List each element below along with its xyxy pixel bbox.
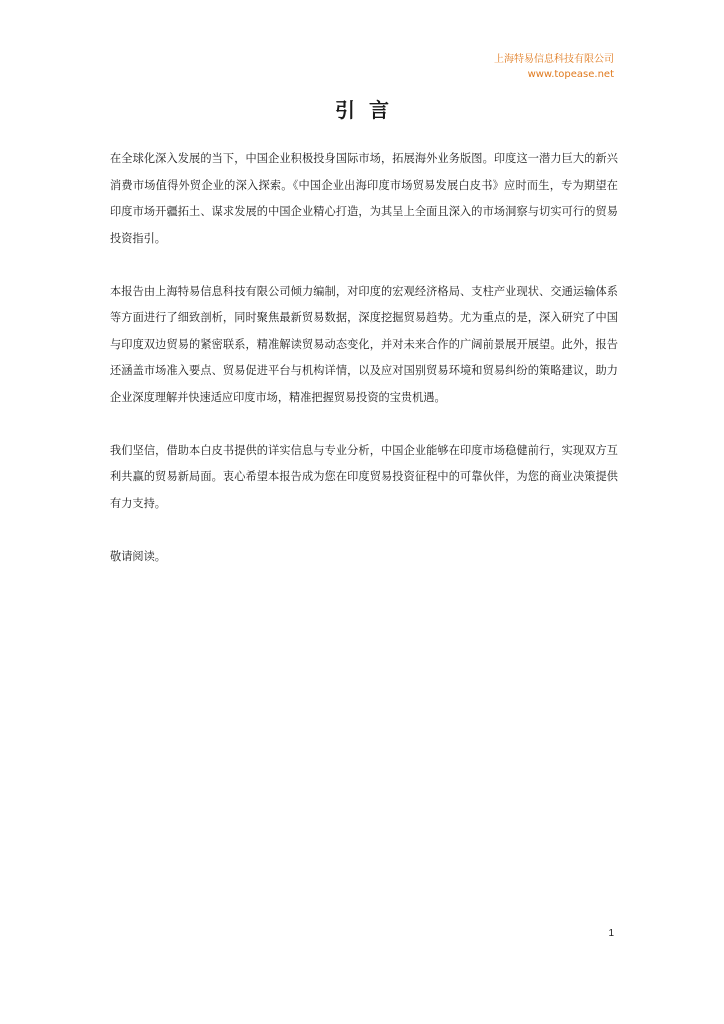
paragraph: 我们坚信，借助本白皮书提供的详实信息与专业分析，中国企业能够在印度市场稳健前行，实现双方互利共赢的贸易新局面。衷心希望本报告成为您在印度贸易投资征程中的可靠伙伴，为您的商业决策提供有力支持。 (110, 443, 618, 510)
company-website: www.topease.net (527, 69, 614, 80)
paragraph: 在全球化深入发展的当下，中国企业积极投身国际市场，拓展海外业务版图。印度这一潜力巨大的新兴消费市场值得外贸企业的深入探索。《中国企业出海印度市场贸易发展白皮书》应时而生，专为期望在印度市场开疆拓土、谋求发展的中国企业精心打造，为其呈上全面且深入的市场洞察与切实可行的贸易投资指引。 (110, 152, 618, 245)
document-body (110, 146, 618, 597)
company-name: 上海特易信息科技有限公司 (494, 54, 614, 65)
paragraph: 敬请阅读。 (110, 549, 166, 563)
page-number: 1 (608, 928, 614, 939)
paragraph: 本报告由上海特易信息科技有限公司倾力编制，对印度的宏观经济格局、支柱产业现状、交通运输体系等方面进行了细致剖析，同时聚焦最新贸易数据，深度挖掘贸易趋势。尤为重点的是，深入研究了中国与印度双边贸易的紧密联系，精准解读贸易动态变化，并对未来合作的广阔前景展开展望。此外，报告还涵盖市场准入要点、贸易促进平台与机构详情，以及应对国别贸易环境和贸易纠纷的策略建议，助力企业深度理解并快速适应印度市场，精准把握贸易投资的宝贵机遇。 (110, 284, 618, 404)
page-header (494, 52, 614, 82)
page-title: 引言 (335, 98, 403, 122)
